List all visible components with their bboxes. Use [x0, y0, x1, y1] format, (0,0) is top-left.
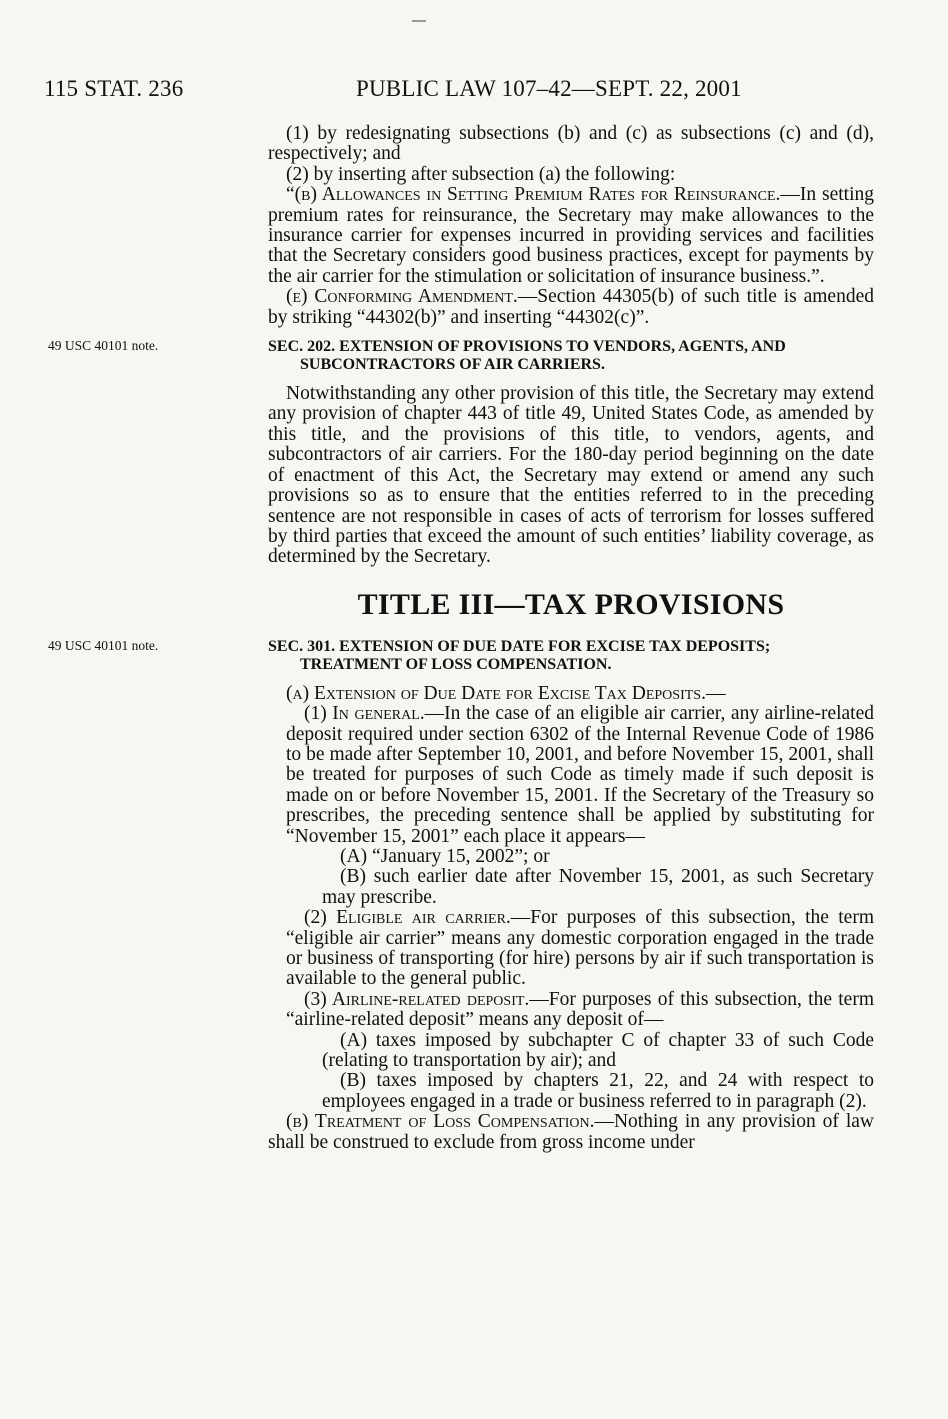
document-body: [48, 123, 874, 1153]
paragraph-a3: [268, 990, 874, 1031]
a2-text: —For purposes of this subsection, the term “eligible air carrier” means any domestic corporation engaged in the trade or business of transporting (for hire) persons by air if such transportation is available to the general public.: [286, 907, 874, 990]
section-202-heading: [48, 338, 874, 374]
conforming-heading: (e) Conforming Amendment.: [286, 286, 518, 308]
a3-heading: (3) Airline-related deposit.: [304, 988, 530, 1010]
sec202-heading-text: SEC. 202. EXTENSION OF PROVISIONS TO VENDORS, AGENTS, AND SUBCONTRACTORS OF AIR CARRIERS.: [268, 338, 786, 374]
subsection-a-heading: (a) Extension of Due Date for Excise Tax Deposits.—: [286, 682, 726, 704]
a2-heading: (2) Eligible air carrier.: [304, 907, 511, 929]
a3-text: —For purposes of this subsection, the term “airline-related deposit” means any deposit of—: [286, 988, 874, 1031]
section-301-heading: [48, 637, 874, 674]
a1-heading: (1) In general.: [304, 703, 425, 725]
subsection-b-loss-compensation: [268, 1112, 874, 1153]
b-heading: (b) Treatment of Loss Compensation.: [286, 1111, 595, 1133]
clause-a1-A: (A) “January 15, 2002”; or: [340, 845, 550, 867]
conforming-text: —Section 44305(b) of such title is amended by striking “44302(b)” and inserting “44302(c)”.: [268, 286, 874, 328]
allowances-text: —In setting premium rates for reinsurance, the Secretary may make allowances to the insurance carrier for expenses incurred in providing services and facilities that the Secretary considers good business practices, except for payments by the air carrier for the stimulation or solicitation of insurance business.”.: [268, 184, 874, 287]
title-iii-heading: TITLE III—TAX PROVISIONS: [357, 587, 785, 621]
paragraph-a2: [268, 908, 874, 990]
allowances-heading: “(b) Allowances in Setting Premium Rates for Reinsurance.: [286, 184, 781, 206]
section-202-body: Notwithstanding any other provision of this title, the Secretary may extend any provision of chapter 443 of title 49, United States Code, as amended by this title, and the provisions of this title, to vendors, agents, and subcontractors of air carriers. For the 180-day period beginning on the date of enactment of this Act, the Secretary may extend or amend any such provisions so as to ensure that the entities referred to in the preceding sentence are not responsible in cases of acts of terrorism for losses suffered by third parties that exceed the amount of such entities’ liability coverage, as determined by the Secretary.: [268, 383, 874, 568]
running-header: PUBLIC LAW 107–42—SEPT. 22, 2001: [356, 76, 742, 101]
paragraph-2: (2) by inserting after subsection (a) the following:: [286, 163, 676, 185]
subsection-b-allowances: [268, 185, 874, 287]
margin-note-sec202: 49 USC 40101 note.: [48, 338, 159, 354]
clause-a1-B: (B) such earlier date after November 15, 2001, as such Secretary may prescribe.: [322, 866, 874, 908]
paragraph-a1: [268, 704, 874, 847]
clause-a3-B: (B) taxes imposed by chapters 21, 22, and 24 with respect to employees engaged in a trade or business referred to in paragraph (2).: [322, 1070, 874, 1112]
page-statute-reference: 115 STAT. 236: [44, 76, 184, 101]
clause-a3-A: (A) taxes imposed by subchapter C of chapter 33 of such Code (relating to transportation by air); and: [322, 1029, 874, 1072]
b-text: —Nothing in any provision of law shall be construed to exclude from gross income under: [268, 1111, 874, 1153]
margin-note-sec301: 49 USC 40101 note.: [48, 637, 159, 653]
a1-text: —In the case of an eligible air carrier, any airline-related deposit required under section 6302 of the Internal Revenue Code of 1986 to be made after September 10, 2001, and before November 15, 2001, shall be treated for purposes of such Code as timely made if such deposit is made on or before November 15, 2001. If the Secretary of the Treasury so prescribes, the preceding sentence shall be applied by substituting for “November 15, 2001” each place it appears—: [286, 703, 874, 847]
paragraph-1: (1) by redesignating subsections (b) and (c) as subsections (c) and (d), respectively; and: [268, 123, 874, 165]
subsection-e-conforming: [268, 287, 874, 328]
scan-mark: [412, 20, 426, 22]
sec301-heading-text: SEC. 301. EXTENSION OF DUE DATE FOR EXCISE TAX DEPOSITS; TREATMENT OF LOSS COMPENSATION.: [268, 637, 771, 673]
